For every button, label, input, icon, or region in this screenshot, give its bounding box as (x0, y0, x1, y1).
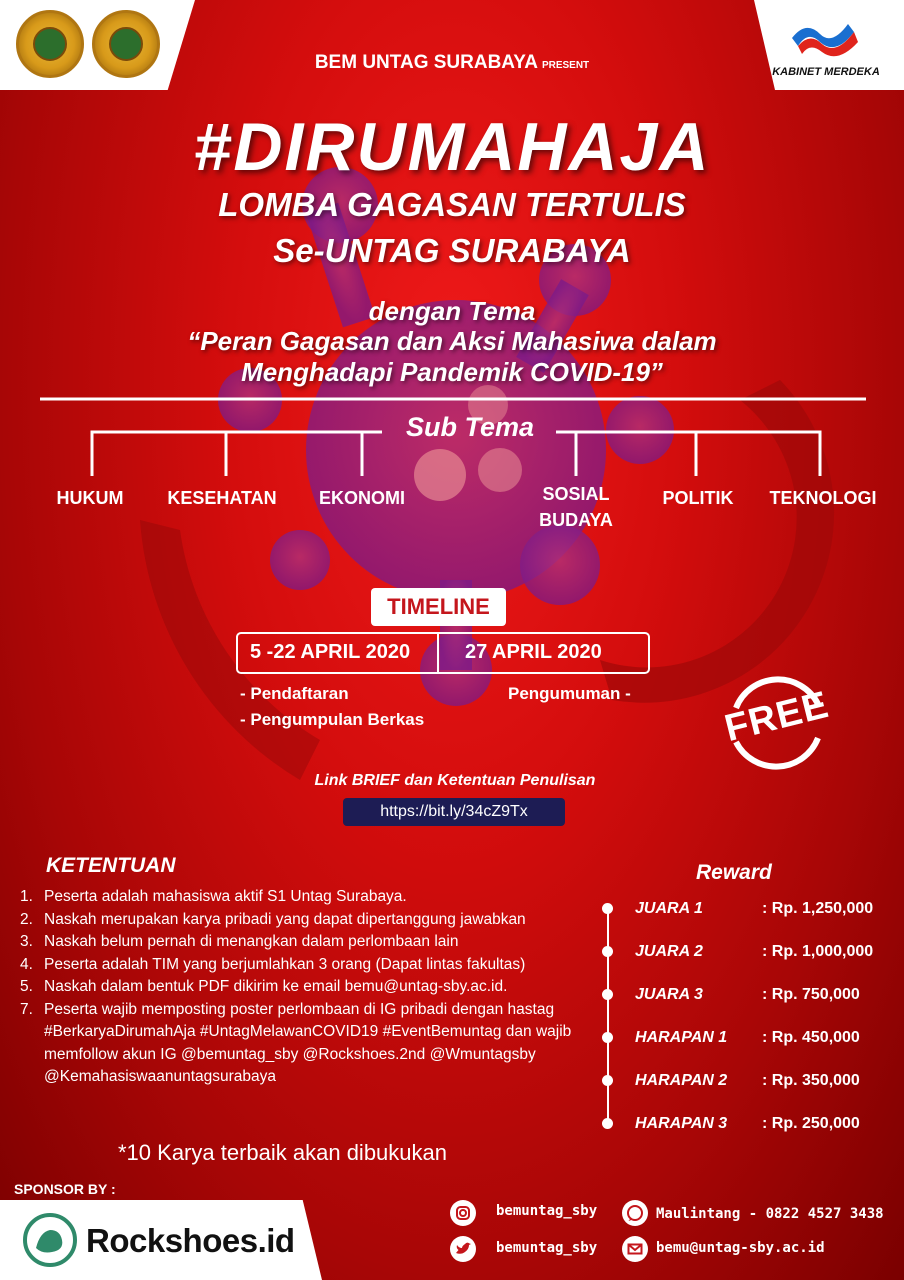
whatsapp-icon (622, 1200, 648, 1226)
subtheme-culture: BUDAYA (539, 510, 613, 530)
reward-name-3: JUARA 3 (635, 986, 703, 1003)
competition-scope: Se-UNTAG SURABAYA (273, 232, 631, 269)
timeline-item-announcement: Pengumuman - (508, 684, 631, 703)
reward-amount-5: : Rp. 350,000 (762, 1072, 860, 1089)
theme-intro: dengan Tema (368, 296, 536, 326)
free-label: FREE (720, 683, 834, 751)
email-icon (622, 1236, 648, 1262)
rule-item: 3. Naskah belum pernah di menangkan dalam perlombaan lain (20, 933, 459, 950)
email-contact[interactable]: bemu@untag-sby.ac.id (656, 1240, 825, 1256)
reward-amount-4: : Rp. 450,000 (762, 1029, 860, 1046)
reward-name-2: JUARA 2 (635, 943, 703, 960)
reward-dot (602, 1032, 613, 1043)
theme-line-1: “Peran Gagasan dan Aksi Mahasiwa dalam (187, 326, 717, 356)
reward-amount-2: : Rp. 1,000,000 (762, 943, 874, 960)
timeline-item-registration: - Pendaftaran (240, 684, 349, 703)
reward-name-1: JUARA 1 (635, 900, 703, 917)
presenter-suffix: PRESENT (541, 60, 590, 71)
subtheme-politics: POLITIK (662, 488, 734, 508)
whatsapp-contact[interactable]: Maulintang - 0822 4527 3438 (656, 1206, 884, 1222)
rockshoes-logo-icon (22, 1212, 78, 1268)
publication-note: *10 Karya terbaik akan dibukukan (118, 1140, 447, 1165)
reward-rail (607, 908, 609, 1126)
reward-amount-6: : Rp. 250,000 (762, 1115, 860, 1132)
theme-line-2: Menghadapi Pandemik COVID-19” (241, 357, 663, 387)
subtheme-technology: TEKNOLOGI (769, 488, 877, 508)
timeline-item-submission: - Pengumpulan Berkas (240, 710, 425, 729)
reward-dot (602, 903, 613, 914)
subtheme-health: KESEHATAN (167, 488, 277, 508)
reward-name-5: HARAPAN 2 (635, 1072, 728, 1089)
timeline-label: TIMELINE (371, 588, 506, 626)
twitter-handle[interactable]: bemuntag_sby (496, 1240, 598, 1256)
subtheme-law: HUKUM (56, 488, 124, 508)
reward-dot (602, 1075, 613, 1086)
timeline-date-registration: 5 -22 APRIL 2020 (250, 641, 411, 663)
instagram-icon (450, 1200, 476, 1226)
rules-list (20, 886, 610, 1089)
timeline-date-announcement: 27 APRIL 2020 (465, 641, 602, 663)
reward-amount-3: : Rp. 750,000 (762, 986, 860, 1003)
presenter-name: BEM UNTAG SURABAYA (314, 52, 538, 73)
brief-link[interactable]: https://bit.ly/34cZ9Tx (343, 798, 565, 826)
brief-link-title: Link BRIEF dan Ketentuan Penulisan (314, 772, 596, 789)
rule-item: 5. Naskah dalam bentuk PDF dikirim ke email bemu@untag-sby.ac.id. (20, 978, 508, 995)
twitter-icon (450, 1236, 476, 1262)
sponsor-label: SPONSOR BY : (14, 1181, 116, 1197)
competition-title: LOMBA GAGASAN TERTULIS (218, 186, 686, 223)
reward-name-4: HARAPAN 1 (635, 1029, 728, 1046)
instagram-handle[interactable]: bemuntag_sby (496, 1203, 598, 1219)
rule-item: 7. Peserta wajib memposting poster perlombaan di IG pribadi dengan hastag #BerkaryaDirumahAja #UntagMelawanCOVID19 #EventBemuntag dan wajib memfollow akun IG @bemuntag_sby @Rockshoes.2nd @Wmuntagsby @Kemahasiswaanuntagsurabaya (20, 1000, 572, 1085)
sponsor-name: Rockshoes.id (86, 1222, 295, 1259)
reward-dot (602, 989, 613, 1000)
subtheme-economy: EKONOMI (318, 488, 405, 508)
rule-item: 2. Naskah merupakan karya pribadi yang dapat dipertanggung jawabkan (20, 910, 526, 928)
rules-title: KETENTUAN (46, 854, 176, 877)
reward-dot (602, 1118, 613, 1129)
subtheme-social: SOSIAL (542, 484, 610, 504)
reward-dot (602, 946, 613, 957)
reward-title: Reward (696, 861, 772, 884)
reward-amount-1: : Rp. 1,250,000 (762, 900, 874, 917)
cabinet-name: KABINET MERDEKA (772, 66, 880, 78)
timeline-divider (437, 632, 439, 674)
reward-name-6: HARAPAN 3 (635, 1115, 728, 1132)
campaign-title: #DIRUMAHAJA (193, 109, 711, 185)
subtheme-tree-lines (0, 0, 904, 480)
rule-item: 4. Peserta adalah TIM yang berjumlahkan 3 orang (Dapat lintas fakultas) (20, 955, 526, 973)
subtheme-label: Sub Tema (405, 412, 535, 442)
rule-item: 1. Peserta adalah mahasiswa aktif S1 Untag Surabaya. (20, 888, 407, 905)
